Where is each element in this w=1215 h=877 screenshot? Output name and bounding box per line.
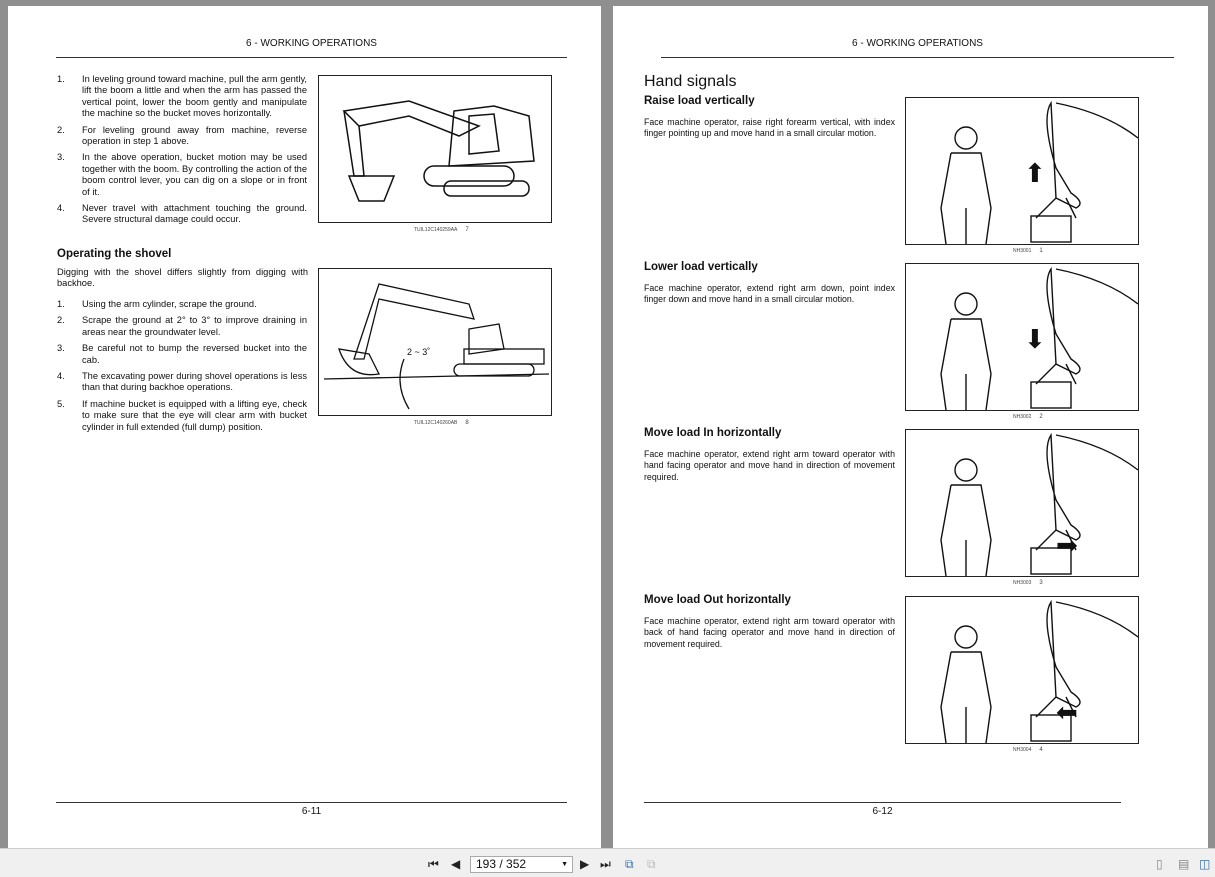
signal-description: Face machine operator, raise right forearm vertical, with index finger pointing up and move hand in a small circular motion. <box>644 117 895 139</box>
list-item <box>57 399 307 433</box>
signal-description: Face machine operator, extend right arm down, point index finger down and move hand in a small circular motion. <box>644 283 895 305</box>
chevron-down-icon[interactable]: ▼ <box>561 861 568 868</box>
signal-title: Lower load vertically <box>644 261 758 273</box>
item-text: The excavating power during shovel operations is less than that during backhoe operations. <box>82 371 307 393</box>
item-text: In the above operation, bucket motion may be used together with the boom. By controlling the action of the boom control lever, you can dig on a slope or in front of it. <box>82 152 307 197</box>
list-item <box>57 152 307 198</box>
item-number: 3. <box>57 343 65 354</box>
go-back-view-icon[interactable]: ⧉ <box>625 857 634 871</box>
hand-signal-figure <box>905 429 1139 577</box>
figure-number: 4 <box>1039 747 1043 753</box>
first-page-icon[interactable]: ⏮ <box>428 857 439 871</box>
previous-page-icon[interactable]: ◀ <box>451 857 461 871</box>
figure-code: TUIL12C140259AA <box>414 227 458 233</box>
two-page-view-icon[interactable]: ◫ <box>1199 857 1211 871</box>
item-number: 5. <box>57 398 65 409</box>
page-footer: 6-11 <box>56 802 567 817</box>
list-item <box>57 74 307 120</box>
figure-number: 2 <box>1039 414 1043 420</box>
signal-title: Raise load vertically <box>644 95 755 107</box>
item-text: Scrape the ground at 2° to 3° to improve draining in areas near the groundwater level. <box>82 315 307 337</box>
right-page <box>613 6 1208 848</box>
figure-number: 8 <box>465 420 469 426</box>
signal-title: Move load In horizontally <box>644 427 782 439</box>
item-number: 2. <box>57 124 65 135</box>
figure-caption <box>414 227 469 233</box>
figure-caption <box>1013 580 1043 586</box>
item-text: In leveling ground toward machine, pull the arm gently, lift the boom a little and when the arm has passed the vertical point, lower the boom gently and manipulate the machine so the bucket moves horizontally. <box>82 74 307 119</box>
direction-arrow-icon: ⬇ <box>1024 324 1046 354</box>
hand-signal-figure <box>905 97 1139 245</box>
last-page-icon[interactable]: ⏭ <box>600 857 611 871</box>
figure-code: TUIL12C140260AB <box>414 420 458 426</box>
signal-description: Face machine operator, extend right arm toward operator with back of hand facing operator and move hand in direction of movement required. <box>644 616 895 649</box>
list-item <box>57 125 307 148</box>
list-item <box>57 371 307 394</box>
viewer-toolbar <box>0 848 1215 877</box>
section-title: Operating the shovel <box>57 248 172 260</box>
list-item <box>57 299 307 310</box>
excavator-leveling-figure <box>318 75 552 223</box>
figure-caption <box>1013 414 1043 420</box>
single-page-view-icon[interactable]: ▯ <box>1156 857 1163 871</box>
figure-code: NH3002 <box>1013 414 1032 420</box>
shovel-figure <box>318 268 552 416</box>
figure-caption <box>1013 747 1043 753</box>
item-text: Using the arm cylinder, scrape the ground. <box>82 299 257 309</box>
figure-caption <box>1013 248 1043 254</box>
item-number: 2. <box>57 315 65 326</box>
leveling-steps <box>57 74 307 231</box>
page-title: Hand signals <box>644 73 737 90</box>
next-page-icon[interactable]: ▶ <box>580 857 590 871</box>
figure-code: NH3004 <box>1013 747 1032 753</box>
figure-code: NH3001 <box>1013 248 1032 254</box>
item-text: Be careful not to bump the reversed bucket into the cab. <box>82 343 307 365</box>
list-item <box>57 203 307 226</box>
direction-arrow-icon: ➡ <box>1056 530 1078 560</box>
hand-signal-figure <box>905 263 1139 411</box>
item-text: For leveling ground away from machine, reverse operation in step 1 above. <box>82 124 307 147</box>
left-page <box>8 6 601 848</box>
figure-number: 3 <box>1039 580 1043 586</box>
figure-code: NH3003 <box>1013 580 1032 586</box>
direction-arrow-icon: ⬆ <box>1024 158 1046 188</box>
list-item <box>57 315 307 338</box>
go-forward-view-icon[interactable]: ⧉ <box>647 857 656 871</box>
page-number-value: 193 / 352 <box>476 857 527 871</box>
angle-label: 2 ~ 3˚ <box>407 347 431 357</box>
hand-signal-figure <box>905 596 1139 744</box>
item-number: 4. <box>57 203 65 214</box>
section-intro: Digging with the shovel differs slightly from digging with backhoe. <box>57 267 308 289</box>
item-number: 1. <box>57 74 65 84</box>
item-text: If machine bucket is equipped with a lifting eye, check to make sure that the eye will clear arm with bucket cylinder in full extended (full dump) position. <box>82 398 307 432</box>
item-number: 1. <box>57 299 65 309</box>
figure-number: 7 <box>465 227 469 233</box>
shovel-steps <box>57 299 307 438</box>
signal-description: Face machine operator, extend right arm toward operator with hand facing operator and move hand in direction of movement required. <box>644 449 895 482</box>
item-number: 3. <box>57 152 65 163</box>
page-footer: 6-12 <box>644 802 1121 817</box>
item-number: 4. <box>57 371 65 382</box>
figure-caption <box>414 420 469 426</box>
list-item <box>57 343 307 366</box>
page-header: 6 - WORKING OPERATIONS <box>661 38 1174 58</box>
signal-title: Move load Out horizontally <box>644 594 791 606</box>
continuous-view-icon[interactable]: ▤ <box>1178 857 1190 871</box>
direction-arrow-icon: ⬅ <box>1056 697 1078 727</box>
page-header: 6 - WORKING OPERATIONS <box>56 38 567 58</box>
figure-number: 1 <box>1039 248 1043 254</box>
item-text: Never travel with attachment touching the ground. Severe structural damage could occur. <box>82 203 307 225</box>
page-number-input[interactable] <box>470 856 573 873</box>
